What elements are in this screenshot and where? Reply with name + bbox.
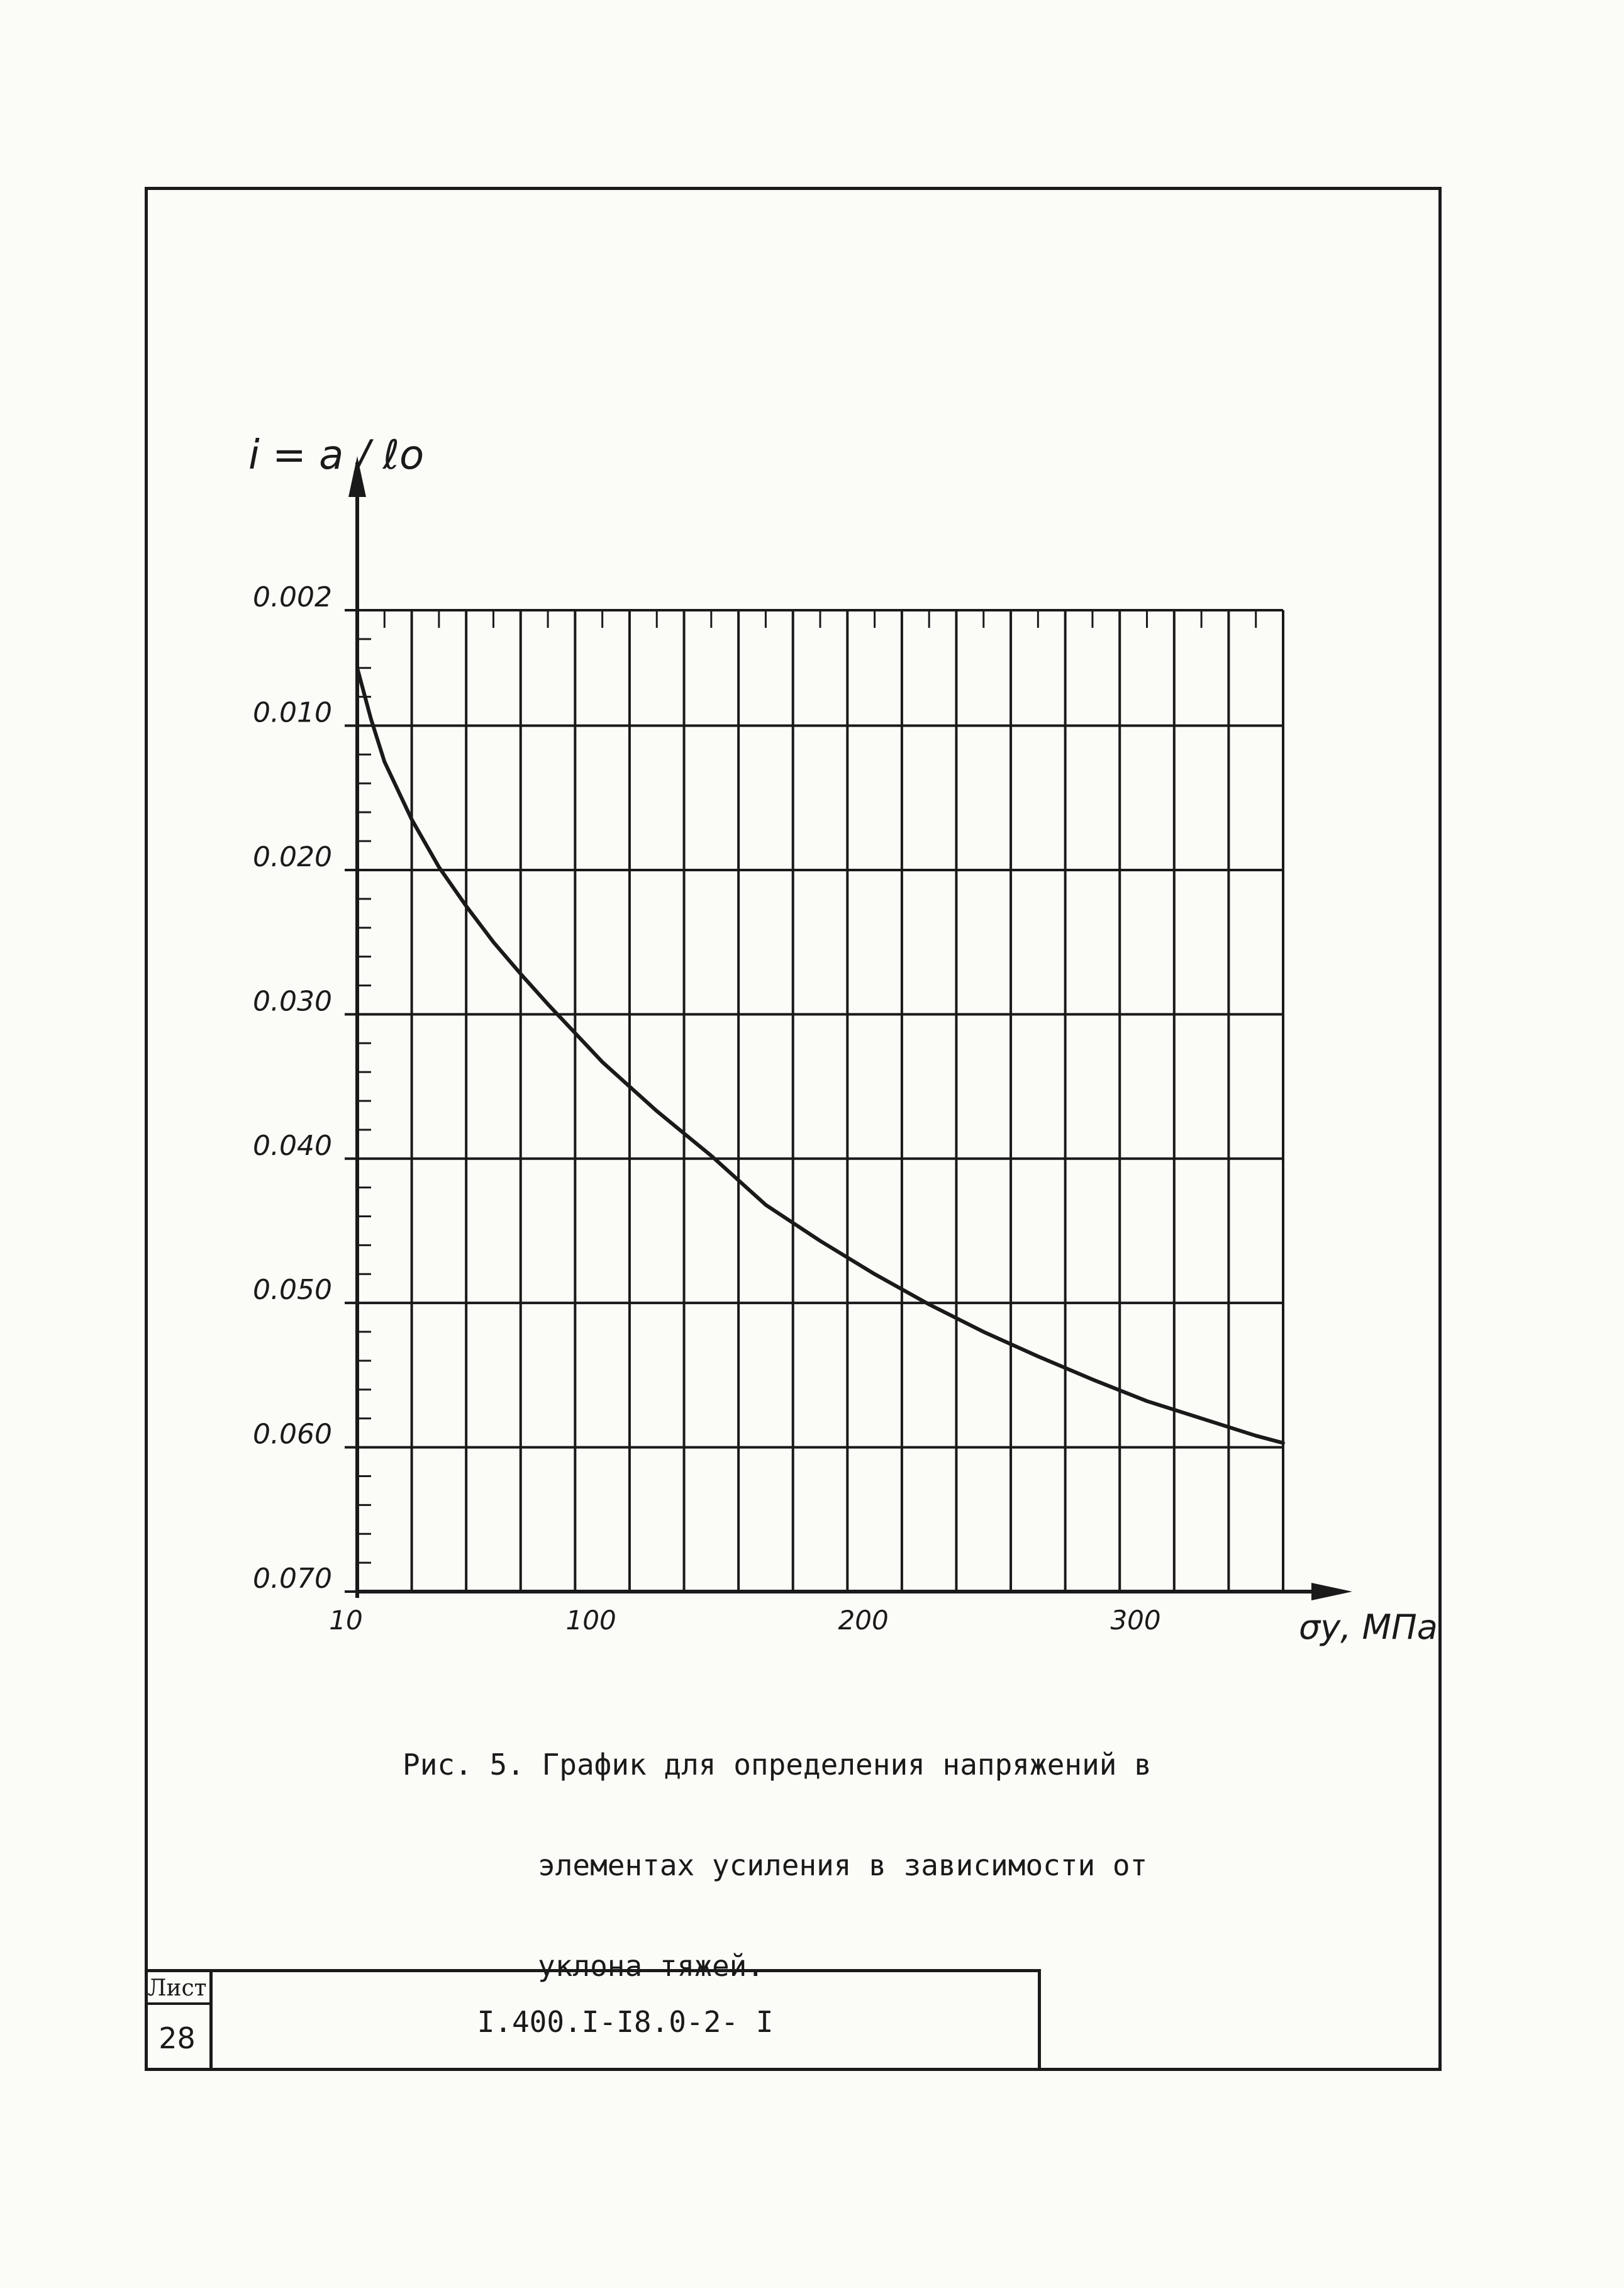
x-axis-title: σу, МПа xyxy=(1299,1607,1438,1647)
x-tick-label: 300 xyxy=(1110,1605,1161,1636)
caption-line-2: элементах усиления в зависимости от xyxy=(538,1848,1148,1882)
chart-grid xyxy=(345,610,1283,1592)
y-tick-label: 0.020 xyxy=(253,840,332,873)
y-tick-label: 0.070 xyxy=(253,1563,332,1595)
x-axis-arrow xyxy=(1311,1583,1352,1600)
sheet-label: Лист xyxy=(145,1975,209,2005)
chart-curve xyxy=(357,668,1283,1443)
caption-line-3: уклона тяжей. xyxy=(538,1949,765,1983)
x-tick-label: 200 xyxy=(838,1605,889,1636)
sheet-number: 28 xyxy=(159,2021,196,2055)
y-tick-label: 0.010 xyxy=(253,696,332,729)
title-block xyxy=(145,1969,1041,2071)
y-tick-label: 0.050 xyxy=(253,1274,332,1307)
chart-labels xyxy=(248,432,1438,1647)
y-tick-label: 0.040 xyxy=(253,1129,332,1162)
caption-line-1: Рис. 5. График для определения напряжений в xyxy=(403,1748,1152,1782)
x-tick-label: 100 xyxy=(565,1605,616,1636)
y-tick-label: 0.060 xyxy=(253,1418,332,1451)
document-code: I.400.I-I8.0-2- I xyxy=(477,2004,774,2039)
y-axis-title: i = a / ℓо xyxy=(248,432,425,479)
chart-ticks xyxy=(357,610,1256,1592)
y-tick-label: 0.002 xyxy=(253,581,332,613)
y-tick-label: 0.030 xyxy=(253,985,332,1018)
sheet-cell xyxy=(145,1972,213,2071)
x-tick-label: 10 xyxy=(329,1605,363,1636)
series-curve xyxy=(357,668,1283,1443)
